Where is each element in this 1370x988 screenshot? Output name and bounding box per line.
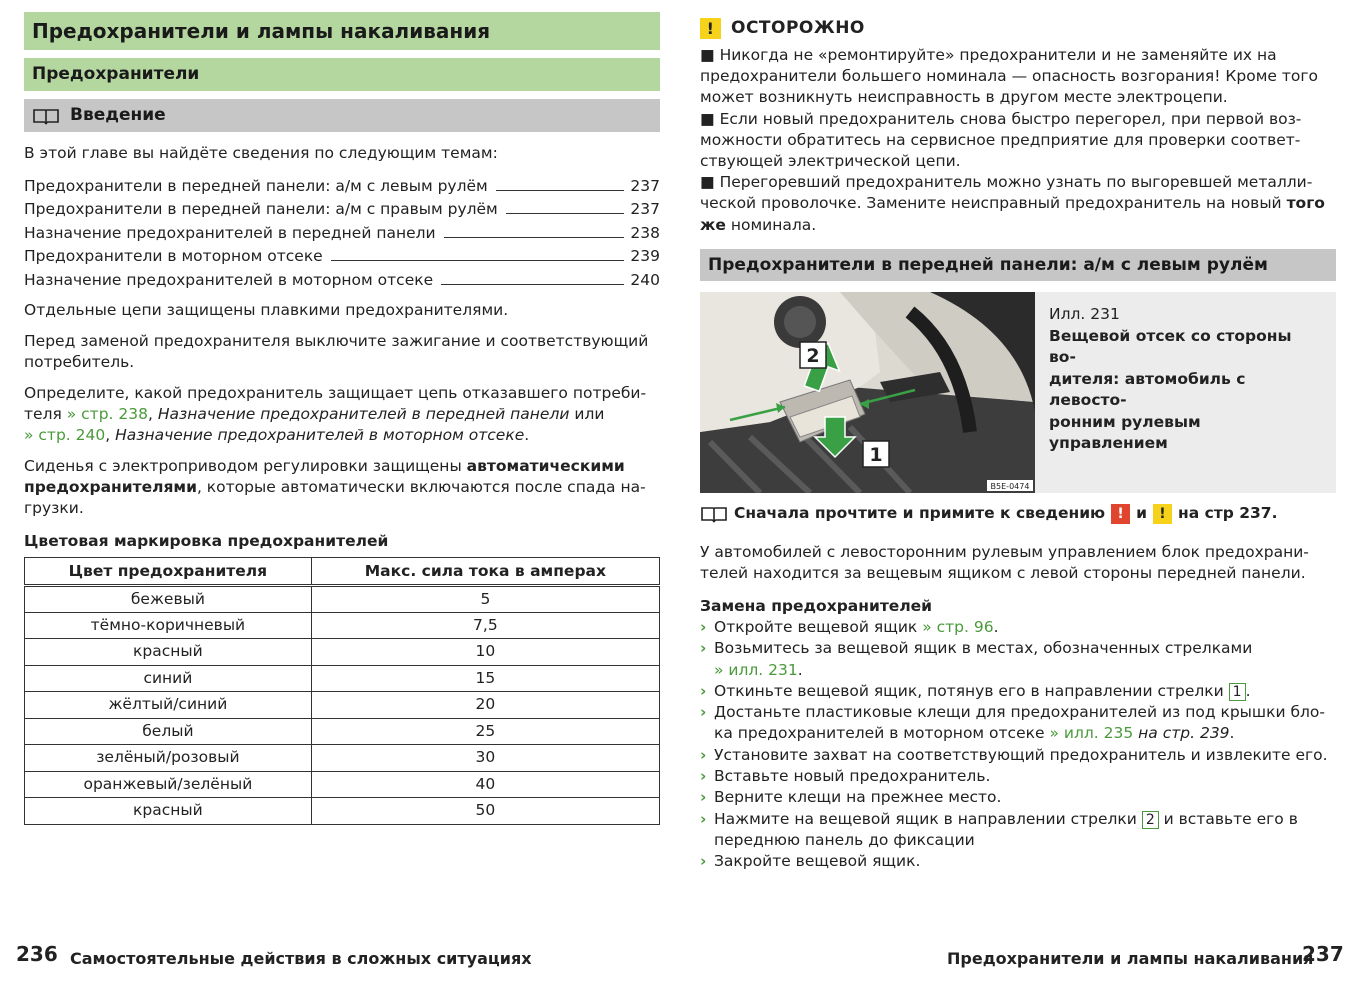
toc-entry[interactable] xyxy=(24,196,660,220)
paragraph-seats: Сиденья с электроприводом регулировки защищены автоматическими предохранителями, которые автоматически включаются после спада на- грузки. xyxy=(24,457,646,517)
table-row: оранжевый/зелёный 40 xyxy=(25,771,660,798)
toc-leader xyxy=(506,213,624,214)
toc-entry[interactable] xyxy=(24,172,660,196)
chevron-right-icon: › xyxy=(700,703,707,722)
toc-entry[interactable] xyxy=(24,266,660,290)
book-icon xyxy=(700,505,728,523)
list-item: › Возьмитесь за вещевой ящик в местах, обозначенных стрелками » илл. 231. xyxy=(700,639,1253,679)
toc-label: Предохранители в передней панели: а/м с левым рулём xyxy=(24,176,488,195)
warning-title: ОСТОРОЖНО xyxy=(731,18,865,38)
toc-entry[interactable] xyxy=(24,219,660,243)
toc-label: Назначение предохранителей в моторном отсеке xyxy=(24,270,434,289)
figure-link[interactable]: » илл. 235 xyxy=(1049,724,1134,743)
toc-page: 237 xyxy=(630,200,660,218)
toc-leader xyxy=(441,284,624,285)
toc-page: 237 xyxy=(630,176,660,195)
paragraph-identify xyxy=(24,383,664,446)
toc-label: Предохранители в передней панели: а/м с правым рулём xyxy=(24,200,498,218)
list-item: › Откиньте вещевой ящик, потянув его в направлении стрелки 1 . xyxy=(700,681,1340,702)
table-row: жёлтый/синий 20 xyxy=(25,692,660,719)
chevron-right-icon: › xyxy=(700,639,707,658)
cross-ref-title: Назначение предохранителей в моторном отсеке xyxy=(115,426,525,444)
figure-caption: Илл. 231 Вещевой отсек со стороны во- дителя: автомобиль с левосто- ронним рулевым управлением xyxy=(1035,292,1336,493)
cross-ref-title: Назначение предохранителей в передней панели xyxy=(157,405,570,423)
list-item: › Вставьте новый предохранитель. xyxy=(700,766,1340,787)
chevron-right-icon: › xyxy=(700,681,707,700)
toc-leader xyxy=(496,190,624,191)
table-title: Цветовая маркировка предохранителей xyxy=(24,532,389,550)
danger-icon: ! xyxy=(1111,504,1130,524)
figure-code: B5E-0474 xyxy=(990,482,1030,491)
toc-label: Назначение предохранителей в передней панели xyxy=(24,223,436,242)
section-heading-lhd: Предохранители в передней панели: а/м с левым рулём xyxy=(700,249,1336,281)
chevron-right-icon: › xyxy=(700,767,707,786)
toc-leader xyxy=(331,260,624,261)
caution-icon: ! xyxy=(1153,504,1172,524)
chevron-right-icon: › xyxy=(700,745,707,764)
glovebox-illustration xyxy=(700,292,1035,493)
figure-glovebox xyxy=(700,292,1035,493)
toc-page: 240 xyxy=(630,270,660,289)
chevron-right-icon: › xyxy=(700,788,707,807)
page-link[interactable]: » стр. 238 xyxy=(66,405,148,423)
paragraph-replace: Перед заменой предохранителя выключите зажигание и соответствующий потребитель. xyxy=(24,332,649,371)
chevron-right-icon: › xyxy=(700,852,707,871)
list-item: › Откройте вещевой ящик » стр. 96. xyxy=(700,617,1340,638)
table-row: синий 15 xyxy=(25,665,660,692)
intro-text: В этой главе вы найдёте сведения по следующим темам: xyxy=(24,144,498,162)
paragraph-line: теля » стр. 238, Назначение предохранителей в передней панели или xyxy=(24,405,605,423)
page-link[interactable]: » стр. 96 xyxy=(922,618,994,636)
figure-link[interactable]: » илл. 231 xyxy=(714,660,798,679)
table-row: тёмно-коричневый 7,5 xyxy=(25,612,660,639)
list-item: › Установите захват на соответствующий предохранитель и извлеките его. xyxy=(700,745,1340,766)
toc-entry[interactable] xyxy=(24,243,660,267)
table-row: белый 25 xyxy=(25,718,660,745)
chevron-right-icon: › xyxy=(700,618,707,636)
footer-left-text: Самостоятельные действия в сложных ситуациях xyxy=(70,949,532,968)
arrow-ref-1: 1 xyxy=(1229,683,1246,701)
book-icon xyxy=(32,107,60,125)
list-item: › Нажмите на вещевой ящик в направлении стрелки 2 и вставьте его в переднюю панель до фиксации xyxy=(700,809,1298,849)
list-item: › Закройте вещевой ящик. xyxy=(700,851,1340,872)
intro-heading xyxy=(24,99,660,132)
list-item: › Достаньте пластиковые клещи для предохранителей из под крышки бло- ка предохранителей в моторном отсеке » илл. 235 на стр. 239. xyxy=(700,703,1325,743)
steps-list xyxy=(700,617,1340,873)
warning-text: ■ Никогда не «ремонтируйте» предохранители и не заменяйте их на предохранители большего номинала — опасность возгорания! Кроме того может возникнуть неисправность в другом месте электроцепи. ■ Если новый предохранитель снова быстро перегорел, при первой воз- можности обратитесь на сервисное предприятие для проверки соответ- ствующей электрической цепи. ■ Перегоревший предохранитель можно узнать по выгоревшей металли- ческой проволочке. Замените неисправный предохранитель на новый того же номинала. xyxy=(700,46,1325,234)
steps-title: Замена предохранителей xyxy=(700,597,933,615)
toc-page: 239 xyxy=(630,247,660,265)
toc-page: 238 xyxy=(630,223,660,242)
column-header: Макс. сила тока в амперах xyxy=(311,558,659,586)
paragraph-line: » стр. 240, Назначение предохранителей в моторном отсеке. xyxy=(24,426,530,444)
chevron-right-icon: › xyxy=(700,809,707,828)
table-of-contents xyxy=(24,172,660,290)
arrow-ref-2: 2 xyxy=(1142,811,1159,829)
fuse-color-table xyxy=(24,557,660,825)
page-number-left: 236 xyxy=(16,942,58,966)
list-item: › Верните клещи на прежнее место. xyxy=(700,787,1340,808)
intro-heading-label: Введение xyxy=(70,105,166,125)
warning-icon: ! xyxy=(700,18,721,39)
table-row: красный 50 xyxy=(25,798,660,825)
read-first-note: Сначала прочтите и примите к сведению ! и ! на стр 237. xyxy=(700,503,1277,524)
toc-label: Предохранители в моторном отсеке xyxy=(24,247,323,265)
paragraph-location: У автомобилей с левосторонним рулевым управлением блок предохрани- телей находится за вещевым ящиком с левой стороны передней панели. xyxy=(700,543,1309,582)
section-heading: Предохранители xyxy=(24,58,660,91)
page-number-right: 237 xyxy=(1302,942,1344,966)
warning-header xyxy=(700,18,865,39)
toc-leader xyxy=(444,237,624,238)
svg-text:1: 1 xyxy=(869,444,883,466)
svg-text:2: 2 xyxy=(806,345,820,367)
figure-number: Илл. 231 xyxy=(1049,305,1120,323)
table-row: зелёный/розовый 30 xyxy=(25,745,660,772)
column-header: Цвет предохранителя xyxy=(25,558,312,586)
table-row: красный 10 xyxy=(25,639,660,666)
table-row: бежевый 5 xyxy=(25,586,660,613)
page-link[interactable]: » стр. 240 xyxy=(24,426,106,444)
paragraph-line: Определите, какой предохранитель защищает цепь отказавшего потреби- xyxy=(24,384,647,402)
paragraph-circuits: Отдельные цепи защищены плавкими предохранителями. xyxy=(24,301,509,319)
chapter-heading: Предохранители и лампы накаливания xyxy=(24,12,660,50)
footer-right-text: Предохранители и лампы накаливания xyxy=(947,949,1314,968)
